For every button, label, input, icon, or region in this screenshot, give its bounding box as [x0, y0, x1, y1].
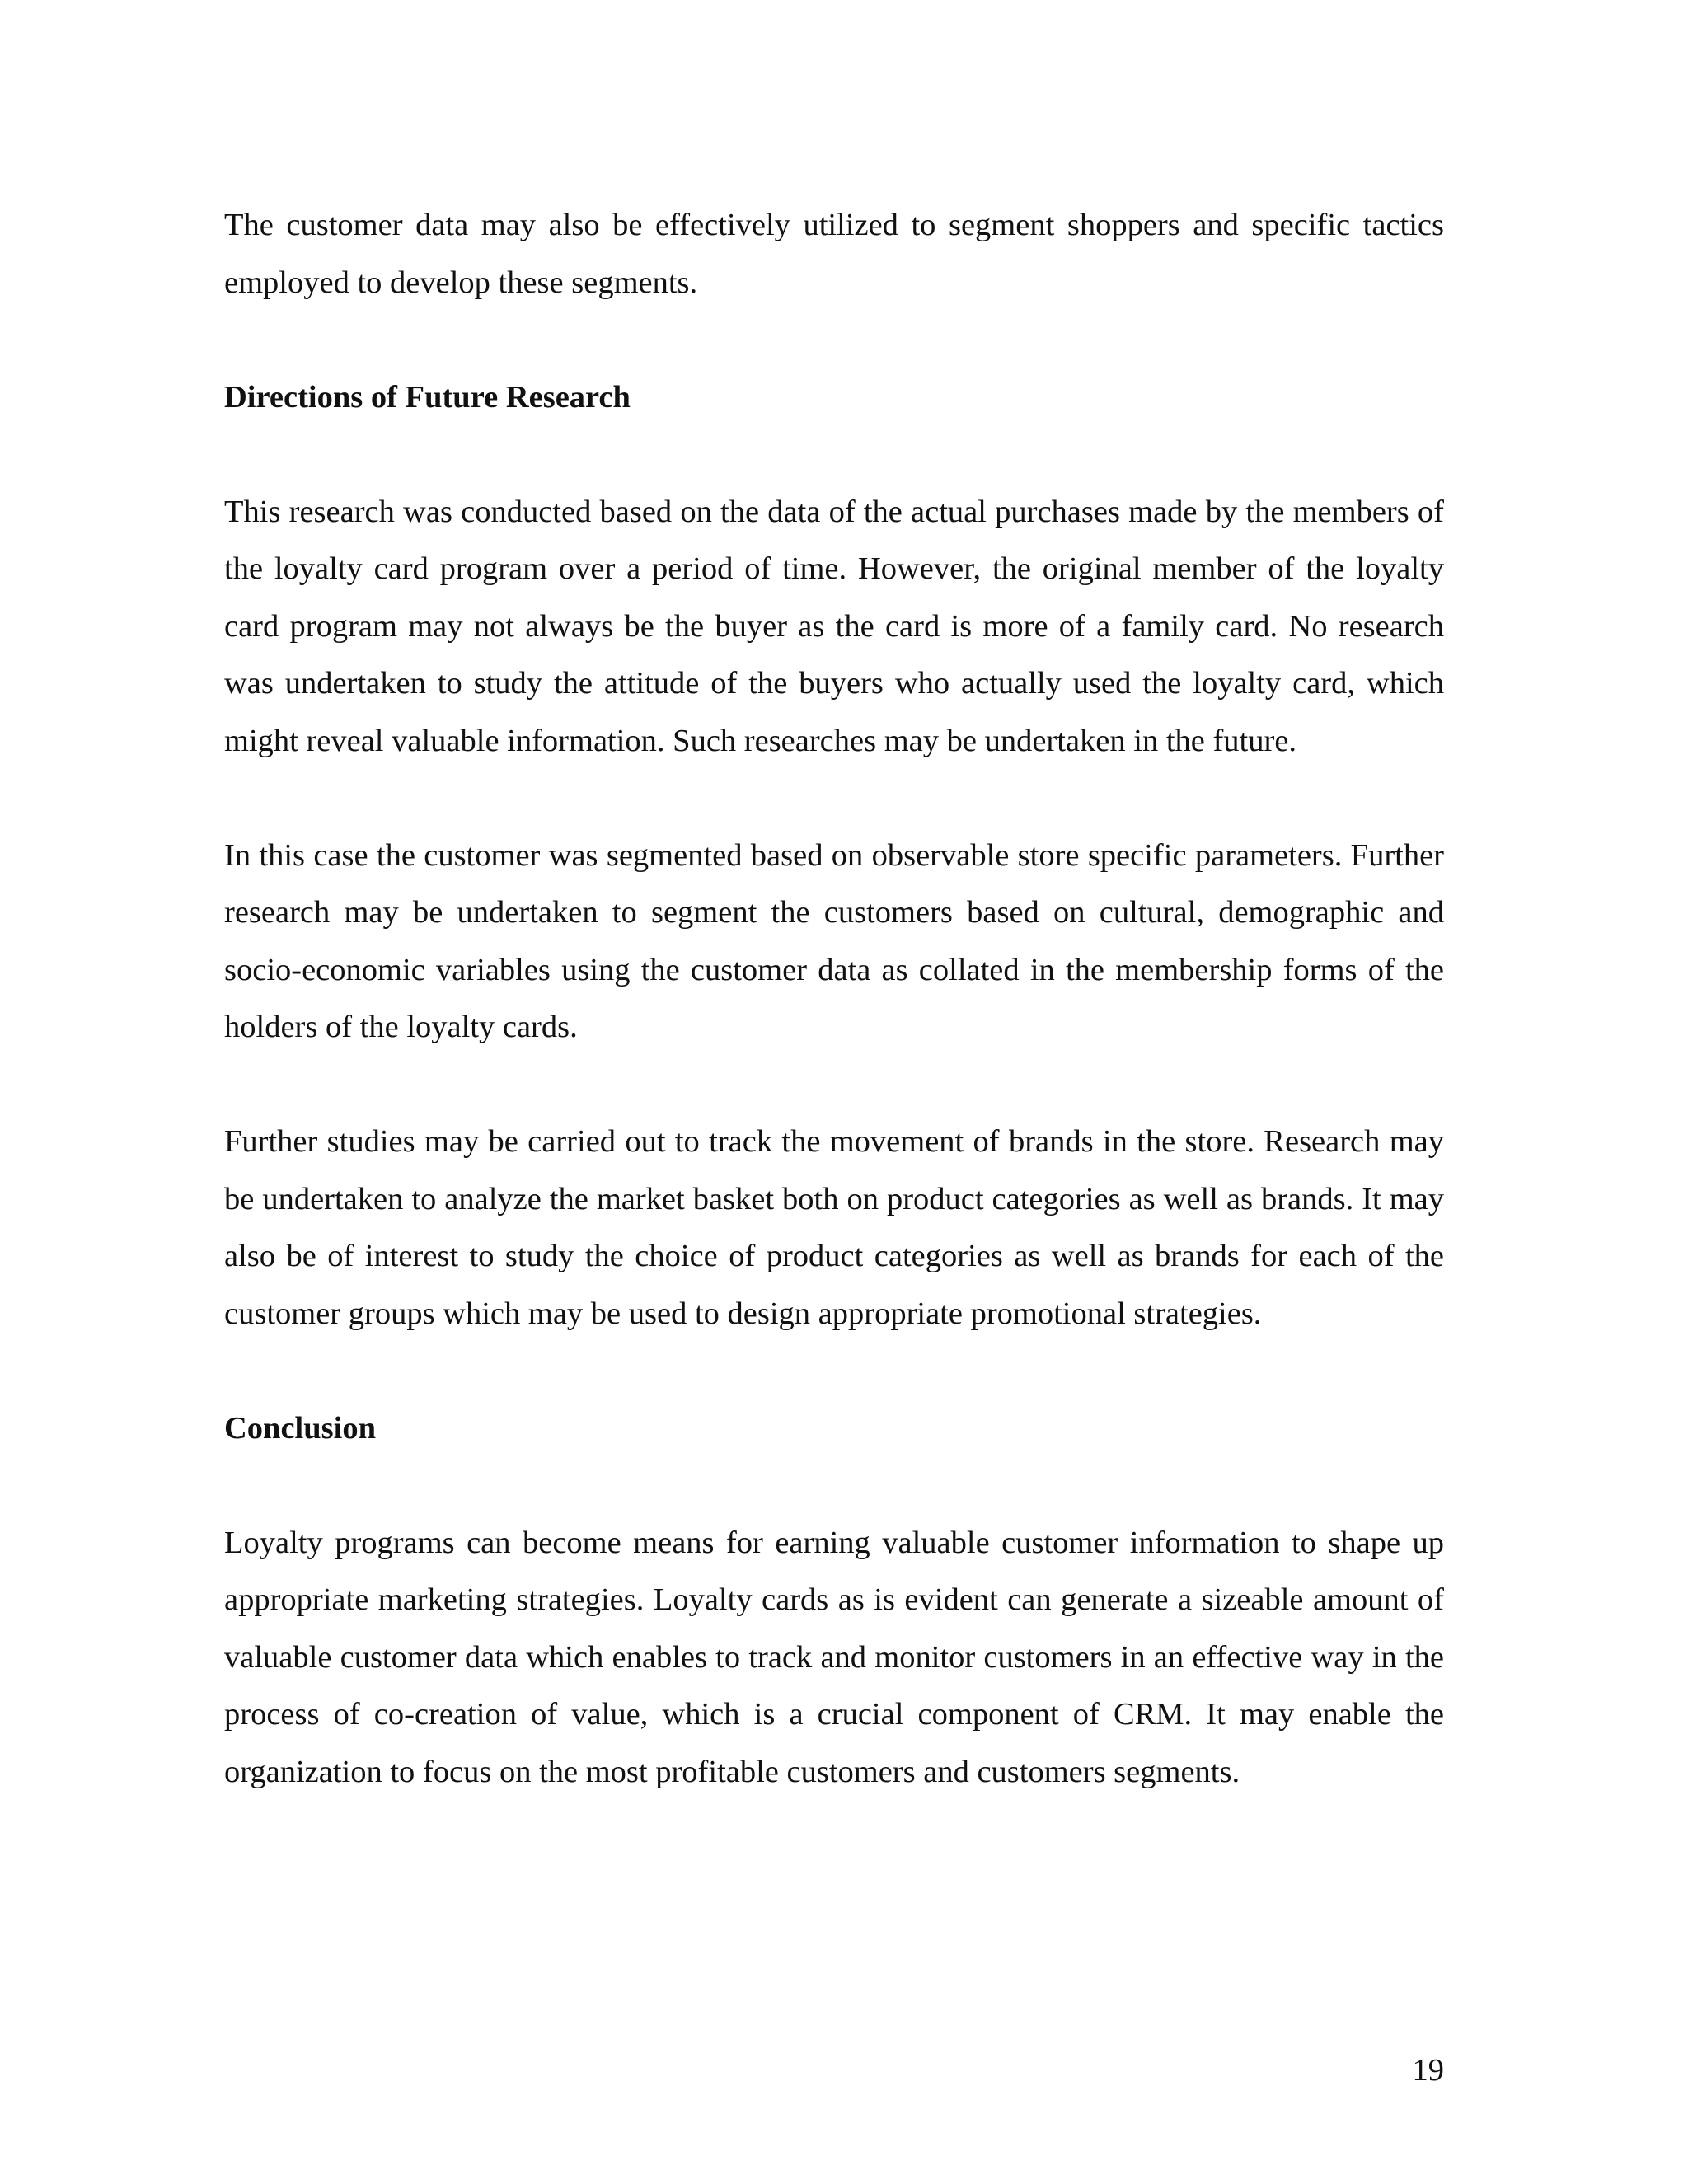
conclusion-paragraph-1: Loyalty programs can become means for earning valuable customer information to shape up appropriate marketing strategies. Loyalty cards as is evident can generate a sizeable amount of valuable customer data which enables to track and monitor customers in an effective way in the process of co-creation of value, which is a crucial component of CRM. It may enable the organization to focus on the most profitable customers and customers segments. — [224, 1525, 1444, 1789]
page-number: 19 — [1412, 2053, 1444, 2088]
page-body — [224, 197, 1444, 1858]
section-heading-future-research: Directions of Future Research — [224, 379, 631, 415]
section-heading-conclusion: Conclusion — [224, 1410, 377, 1446]
future-research-paragraph-3: Further studies may be carried out to track the movement of brands in the store. Research may be undertaken to analyze the market basket both on product categories as well as brands. It may also be of interest to study the choice of product categories as well as brands for each of the customer groups which may be used to design appropriate promotional strategies. — [224, 1124, 1444, 1331]
future-research-paragraph-1: This research was conducted based on the data of the actual purchases made by the members of the loyalty card program over a period of time. However, the original member of the loyalty card program may not always be the buyer as the card is more of a family card. No research was undertaken to study the attitude of the buyers who actually used the loyalty card, which might reveal valuable information. Such researches may be undertaken in the future. — [224, 494, 1444, 758]
future-research-paragraph-2: In this case the customer was segmented based on observable store specific parameters. Further research may be undertaken to segment the customers based on cultural, demographic and socio-economic variables using the customer data as collated in the membership forms of the holders of the loyalty cards. — [224, 837, 1444, 1044]
intro-paragraph: The customer data may also be effectively utilized to segment shoppers and specific tactics employed to develop these segments. — [224, 208, 1444, 300]
